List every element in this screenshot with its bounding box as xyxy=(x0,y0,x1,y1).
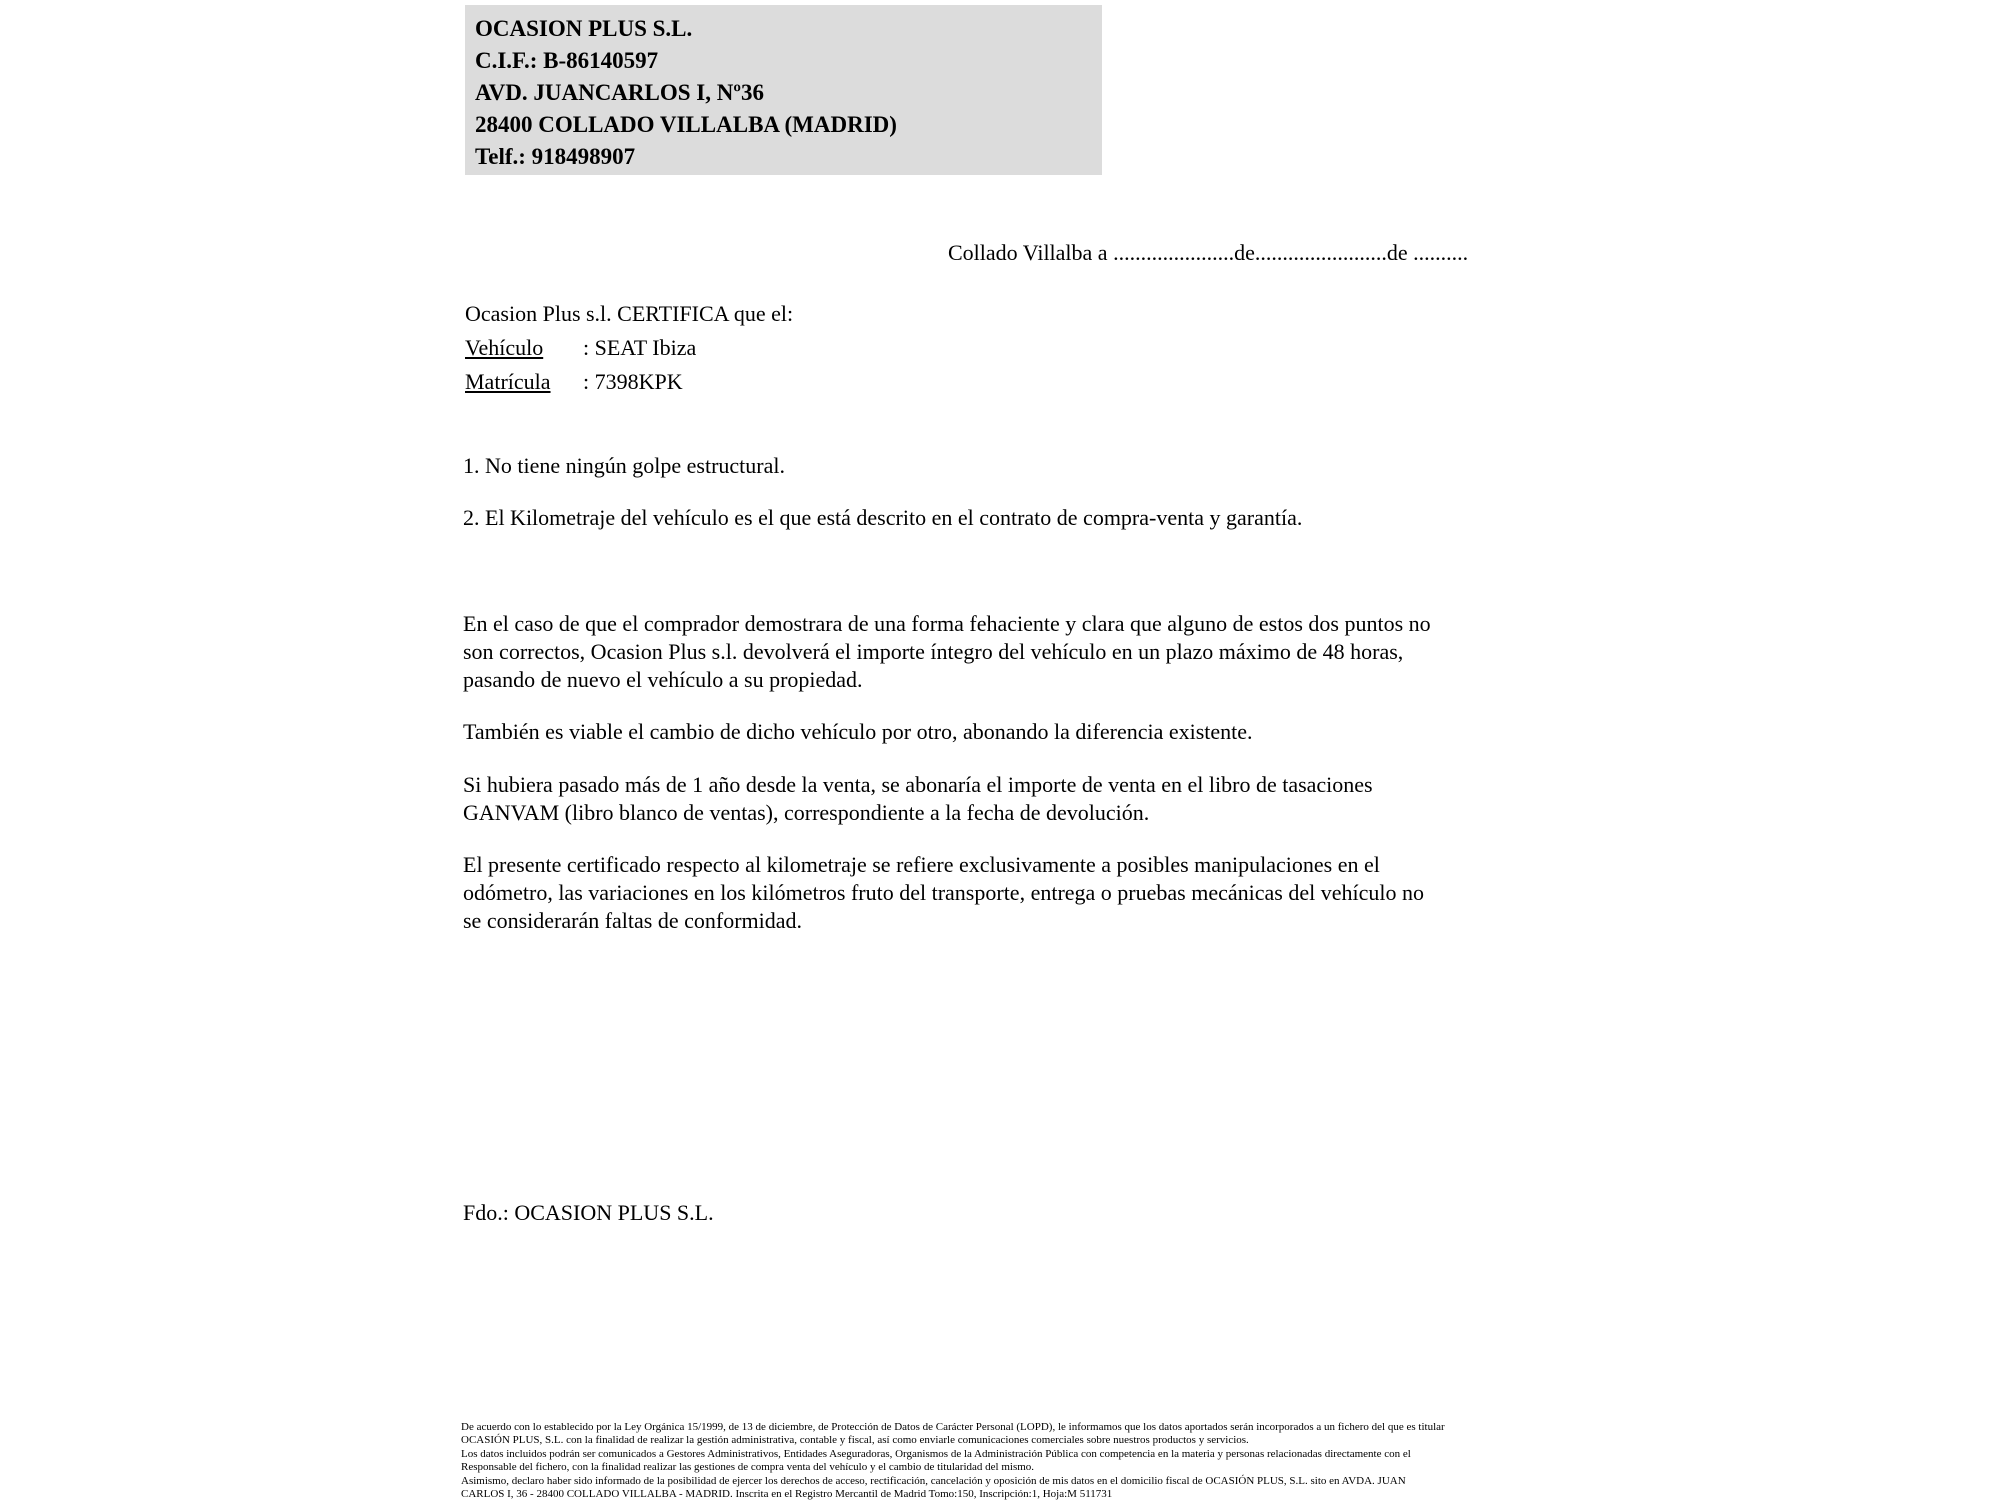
company-name: OCASION PLUS S.L. xyxy=(475,16,693,41)
certify-intro: Ocasion Plus s.l. CERTIFICA que el: xyxy=(465,301,794,326)
paragraph-exchange-option xyxy=(463,718,1253,746)
certification-block xyxy=(465,297,793,399)
certified-point-1: 1. No tiene ningún golpe estructural. xyxy=(463,453,785,478)
paragraph-line: El presente certificado respecto al kilometraje se refiere exclusivamente a posibles manipulaciones en el xyxy=(463,852,1380,877)
paragraph-line: Si hubiera pasado más de 1 año desde la venta, se abonaría el importe de venta en el libro de tasaciones xyxy=(463,772,1373,797)
vehicle-label: Vehículo xyxy=(465,335,544,360)
plate-row xyxy=(465,365,793,399)
legal-footer-line: Asimismo, declaro haber sido informado de la posibilidad de ejercer los derechos de acceso, rectificación, cancelación y oposición de mis datos en el domicilio fiscal de OCASIÓN PLUS, S.L. sito en AVDA. JUAN xyxy=(461,1474,1406,1487)
paragraph-line: se considerarán faltas de conformidad. xyxy=(463,908,803,933)
plate-value: : 7398KPK xyxy=(583,369,683,394)
paragraph-odometer-disclaimer xyxy=(463,851,1424,935)
company-address: AVD. JUANCARLOS I, Nº36 xyxy=(475,80,764,105)
company-header-box xyxy=(465,5,1102,175)
paragraph-line: GANVAM (libro blanco de ventas), correspondiente a la fecha de devolución. xyxy=(463,800,1150,825)
paragraph-refund-terms xyxy=(463,610,1431,694)
legal-footer-line: De acuerdo con lo establecido por la Ley Orgánica 15/1999, de 13 de diciembre, de Protección de Datos de Carácter Personal (LOPD), le informamos que los datos aportados serán incorporados a un fichero del que es titular xyxy=(461,1421,1445,1433)
legal-footer-line: CARLOS I, 36 - 28400 COLLADO VILLALBA - MADRID. Inscrita en el Registro Mercantil de Madrid Tomo:150, Inscripción:1, Hoja:M 511731 xyxy=(461,1488,1113,1500)
company-phone: Telf.: 918498907 xyxy=(475,144,636,169)
paragraph-line: También es viable el cambio de dicho vehículo por otro, abonando la diferencia existente. xyxy=(463,719,1253,744)
date-fill-in-line: Collado Villalba a ......................de........................de .......... xyxy=(948,240,1469,265)
paragraph-line: odómetro, las variaciones en los kilómetros fruto del transporte, entrega o pruebas mecánicas del vehículo no xyxy=(463,880,1424,905)
legal-footer xyxy=(461,1421,1445,1500)
legal-footer-line: OCASIÓN PLUS, S.L. con la finalidad de realizar la gestión administrativa, contable y fiscal, así como enviarle comunicaciones comerciales sobre nuestros productos y servicios. xyxy=(461,1434,1249,1447)
paragraph-line: pasando de nuevo el vehículo a su propiedad. xyxy=(463,667,863,692)
legal-footer-line: Responsable del fichero, con la finalidad realizar las gestiones de compra venta del vehículo y el cambio de titularidad del mismo. xyxy=(461,1461,1035,1474)
legal-footer-line: Los datos incluidos podrán ser comunicados a Gestores Administrativos, Entidades Aseguradoras, Organismos de la Administración Pública con competencia en la materia y personas relacionadas directamente con el xyxy=(461,1447,1411,1460)
company-cif: C.I.F.: B-86140597 xyxy=(475,48,659,73)
company-city: 28400 COLLADO VILLALBA (MADRID) xyxy=(475,112,897,137)
paragraph-ganvam-valuation xyxy=(463,771,1373,827)
signature-line: Fdo.: OCASION PLUS S.L. xyxy=(463,1200,714,1225)
paragraph-line: En el caso de que el comprador demostrara de una forma fehaciente y clara que alguno de estos dos puntos no xyxy=(463,611,1431,636)
paragraph-line: son correctos, Ocasion Plus s.l. devolverá el importe íntegro del vehículo en un plazo máximo de 48 horas, xyxy=(463,639,1404,664)
vehicle-value: : SEAT Ibiza xyxy=(583,335,697,360)
plate-label: Matrícula xyxy=(465,369,551,394)
vehicle-row xyxy=(465,331,793,365)
certified-point-2: 2. El Kilometraje del vehículo es el que está descrito en el contrato de compra-venta y garantía. xyxy=(463,505,1303,530)
